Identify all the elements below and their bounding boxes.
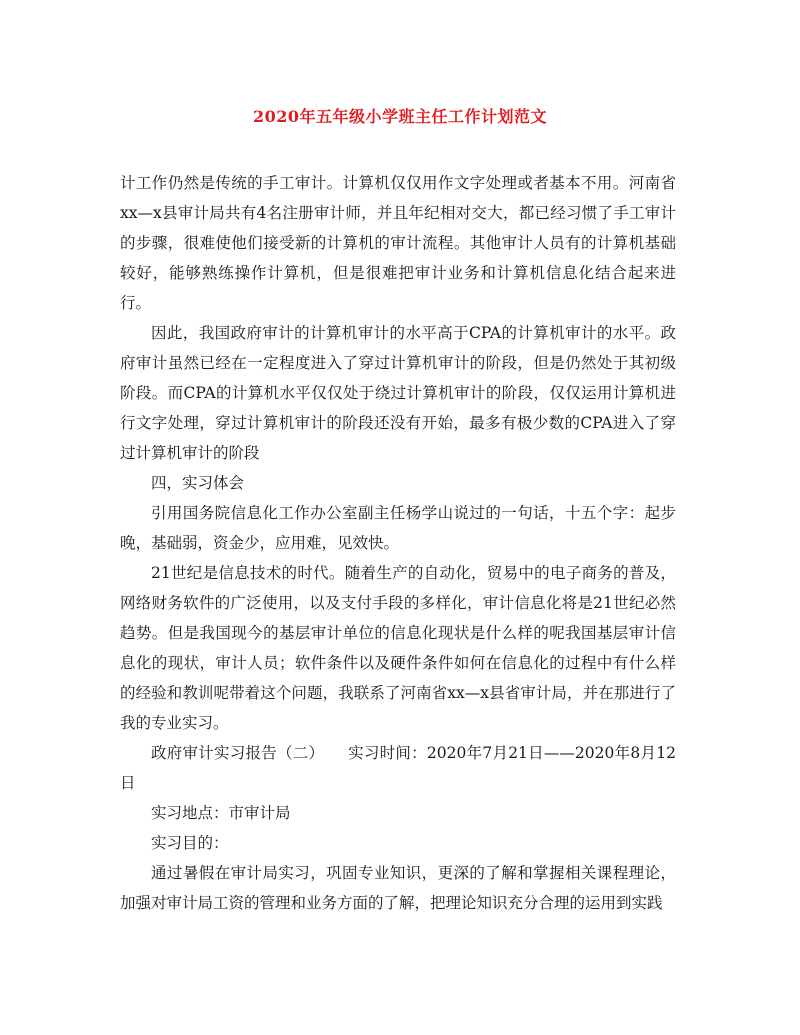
section-heading-experience: 四，实习体会 [151,474,245,492]
paragraph-21st-century: 21世纪是信息技术的时代。随着生产的自动化，贸易中的电子商务的普及，网络财务软件的广泛使用，以及支付手段的多样化，审计信息化将是21世纪必然趋势。但是我国现今的基层审计单位的信息化现状是什么样的呢我国基层审计信息化的现状，审计人员；软件条件以及硬件条件如何在信息化的过程中有什么样的经验和教训呢带着这个问题，我联系了河南省xx—x县省审计局，并在那进行了我的专业实习。 [120,564,676,732]
paragraph-purpose: 通过暑假在审计局实习，巩固专业知识，更深的了解和掌握相关课程理论，加强对审计局工资的管理和业务方面的了解，把理论知识充分合理的运用到实践 [120,864,676,912]
report-title-line: 政府审计实习报告（二） 实习时间：2020年7月21日——2020年8月12日 [120,744,676,792]
paragraph-audit-level: 因此，我国政府审计的计算机审计的水平高于CPA的计算机审计的水平。政府审计虽然已经在一定程度进入了穿过计算机审计的阶段，但是仍然处于其初级阶段。而CPA的计算机水平仅仅处于绕过计算机审计的阶段，仅仅运用计算机进行文字处理，穿过计算机审计的阶段还没有开始，最多有极少数的CPA进入了穿过计算机审计的阶段 [120,324,676,462]
paragraph-quote: 引用国务院信息化工作办公室副主任杨学山说过的一句话，十五个字：起步晚，基础弱，资金少，应用难，见效快。 [120,504,676,552]
document-body [120,168,676,918]
internship-purpose-label: 实习目的： [151,834,229,852]
document-title: 2020年五年级小学班主任工作计划范文 [252,107,548,126]
paragraph-continuation: 计工作仍然是传统的手工审计。计算机仅仅用作文字处理或者基本不用。河南省xx—x县审计局共有4名注册审计师，并且年纪相对交大，都已经习惯了手工审计的步骤，很难使他们接受新的计算机的审计流程。其他审计人员有的计算机基础较好，能够熟练操作计算机，但是很难把审计业务和计算机信息化结合起来进行。 [120,174,676,312]
internship-location: 实习地点：市审计局 [151,804,291,822]
